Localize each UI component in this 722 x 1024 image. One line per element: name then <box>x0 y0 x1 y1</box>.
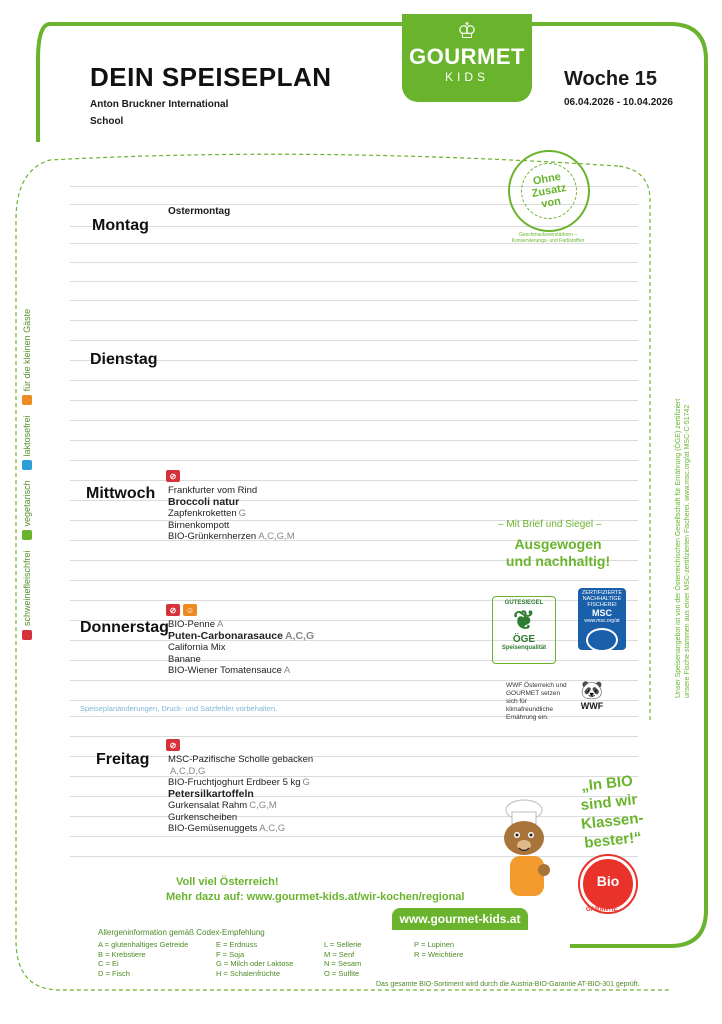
bear-chef-mascot <box>494 798 564 902</box>
allergen-column-1: A = glutenhaltiges Getreide B = Krebstiere C = Ei D = Fisch <box>98 940 189 978</box>
logo-sub: KIDS <box>444 70 489 84</box>
legend-kids: für die kleinen Gäste <box>22 309 32 406</box>
no-additives-stamp <box>508 150 590 232</box>
rule-line <box>70 460 638 461</box>
rule-line <box>70 796 638 797</box>
meal-item: Puten-Carbonarasauce A,C,G <box>168 629 315 642</box>
rule-line <box>70 736 638 737</box>
kids-favourite-icon <box>22 395 32 405</box>
monday-note: Ostermontag <box>168 206 231 217</box>
quality-headline: Ausgewogen und nachhaltig! <box>505 536 611 569</box>
pork-free-icon <box>22 630 32 640</box>
legend-pork-free: schweinefleischfrei <box>22 550 32 640</box>
rule-line <box>70 680 638 681</box>
rule-line <box>70 440 638 441</box>
disclaimer: Speiseplanänderungen, Druck- und Satzfehler vorbehalten. <box>80 704 278 713</box>
meal-item: Petersilkartoffeln <box>168 787 254 800</box>
school-name <box>90 96 250 130</box>
meal-item: BIO-Gemüsenuggets A,C,G <box>168 823 286 834</box>
rule-line <box>70 262 638 263</box>
rule-line <box>70 580 638 581</box>
bio-guarantee-note: Das gesamte BIO-Sortiment wird durch die Austria-BIO-Garantie AT-BIO-301 geprüft. <box>376 981 640 988</box>
meal-item: Gurkenscheiben <box>168 811 238 823</box>
rule-line <box>70 281 638 282</box>
rule-line <box>70 756 638 757</box>
fish-icon <box>586 628 618 652</box>
meal-item: BIO-Penne A <box>168 619 224 630</box>
gourmet-kids-logo <box>402 14 532 102</box>
rule-line <box>70 420 638 421</box>
website-link[interactable]: www.gourmet-kids.at <box>392 908 528 930</box>
regional-link[interactable]: Mehr dazu auf: www.gourmet-kids.at/wir-kochen/regional <box>166 891 465 903</box>
meal-item: California Mix <box>168 642 226 653</box>
legend-vegetarian: vegetarisch <box>22 480 32 540</box>
leaf-icon: ❦ <box>513 605 535 635</box>
panda-icon: 🐼 <box>580 680 604 700</box>
pork-free-icon: ⊘ <box>166 739 180 751</box>
stamp-text: Ohne Zusatz von <box>517 159 582 224</box>
legend-lactose-free: laktosefrei <box>22 415 32 470</box>
rule-line <box>70 380 638 381</box>
meal-item: Broccoli natur <box>168 495 240 508</box>
certification-side-text <box>674 368 692 698</box>
kids-favourite-icon: ☺ <box>183 604 197 616</box>
rule-line <box>70 320 638 321</box>
oge-top: GÜTESIEGEL <box>504 600 544 606</box>
allergen-title: Allergeninformation gemäß Codex-Empfehlung <box>98 928 265 937</box>
leaf-icon <box>22 530 32 540</box>
pork-free-icon: ⊘ <box>166 604 180 616</box>
bio-quote: „In BIO sind wir Klassen-bester!“ <box>579 772 645 852</box>
week-number: Woche 15 <box>564 68 657 90</box>
thursday-icons <box>166 604 197 616</box>
meal-item: Zapfenkroketten G <box>168 508 247 519</box>
page-title: DEIN SPEISEPLAN <box>90 62 332 92</box>
pork-free-icon: ⊘ <box>166 470 180 482</box>
meal-item: BIO-Fruchtjoghurt Erdbeer 5 kg G <box>168 777 310 788</box>
wednesday-icons <box>166 470 180 482</box>
bio-seal-sub: GARANTIE <box>586 907 618 913</box>
stamp-ring-text: Geschmacksverstärkern – Konservierungs- und Farbstoffen <box>511 232 585 244</box>
logo-brand: GOURMET <box>409 44 525 69</box>
meal-item: A,C,D,G <box>170 765 206 777</box>
oge-bottom: Speisenqualität <box>501 645 547 651</box>
wednesday-meals <box>168 485 295 543</box>
meal-item: Birnenkompott <box>168 519 230 531</box>
rule-line <box>70 400 638 401</box>
meal-item: BIO-Grünkernherzen A,C,G,M <box>168 531 295 542</box>
week-dates: 06.04.2026 - 10.04.2026 <box>564 97 673 108</box>
friday-meals <box>168 754 315 835</box>
rule-line <box>70 340 638 341</box>
rule-line <box>70 480 638 481</box>
brief-und-siegel: – Mit Brief und Siegel – <box>498 519 602 530</box>
chef-hat-icon: ♔ <box>457 18 477 43</box>
bio-seal-text: Bio <box>596 873 620 889</box>
voll-viel-oesterreich: Voll viel Österreich! <box>176 876 279 888</box>
oge-name: ÖGE <box>512 634 536 645</box>
meal-item: Banane <box>168 653 201 665</box>
allergen-column-4: P = Lupinen R = Weichtiere <box>414 940 464 959</box>
rule-line <box>70 300 638 301</box>
meal-item: MSC-Pazifische Scholle gebacken <box>168 754 314 765</box>
day-thursday: Donnerstag <box>80 619 169 636</box>
day-monday: Montag <box>92 217 149 234</box>
oge-seal <box>492 596 556 664</box>
certification-line-1: Unser Speisenangebot ist von der Österreichischen Gesellschaft für Ernährung (ÖGE) zertifiziert <box>675 398 682 698</box>
day-tuesday: Dienstag <box>90 351 158 368</box>
msc-top: ZERTIFIZIERTE NACHHALTIGE FISCHEREI <box>581 590 623 608</box>
wwf-label: WWF <box>580 701 604 711</box>
wwf-text: WWF Österreich und GOURMET setzen sich für klimafreundliche Ernährung ein. <box>506 682 567 721</box>
milk-icon <box>22 460 32 470</box>
wwf-logo <box>576 680 608 711</box>
friday-icons <box>166 739 180 751</box>
side-legend <box>22 309 32 640</box>
msc-label <box>578 588 626 650</box>
meal-item: Gurkensalat Rahm C,G,M <box>168 800 277 811</box>
day-wednesday: Mittwoch <box>86 485 156 502</box>
day-friday: Freitag <box>96 751 150 768</box>
msc-url: www.msc.org/at <box>584 618 620 624</box>
school-line-1: Anton Bruckner International <box>90 99 229 110</box>
meal-item: BIO-Wiener Tomatensauce A <box>168 665 291 676</box>
allergen-column-3: L = Sellerie M = Senf N = Sesam O = Sulfite <box>324 940 362 978</box>
thursday-meals <box>168 619 314 677</box>
bio-garantie-seal <box>580 856 636 912</box>
msc-name: MSC <box>592 608 612 618</box>
meal-item: Frankfurter vom Rind <box>168 485 258 496</box>
certification-line-2: unsere Fische stammen aus einer MSC-zertifizierten Fischerei. www.msc.org/at MSC-C-51742 <box>684 404 691 698</box>
allergen-column-2: E = Erdnuss F = Soja G = Milch oder Laktose H = Schalenfrüchte <box>216 940 294 978</box>
rule-line <box>70 776 638 777</box>
school-line-2: School <box>90 116 124 127</box>
